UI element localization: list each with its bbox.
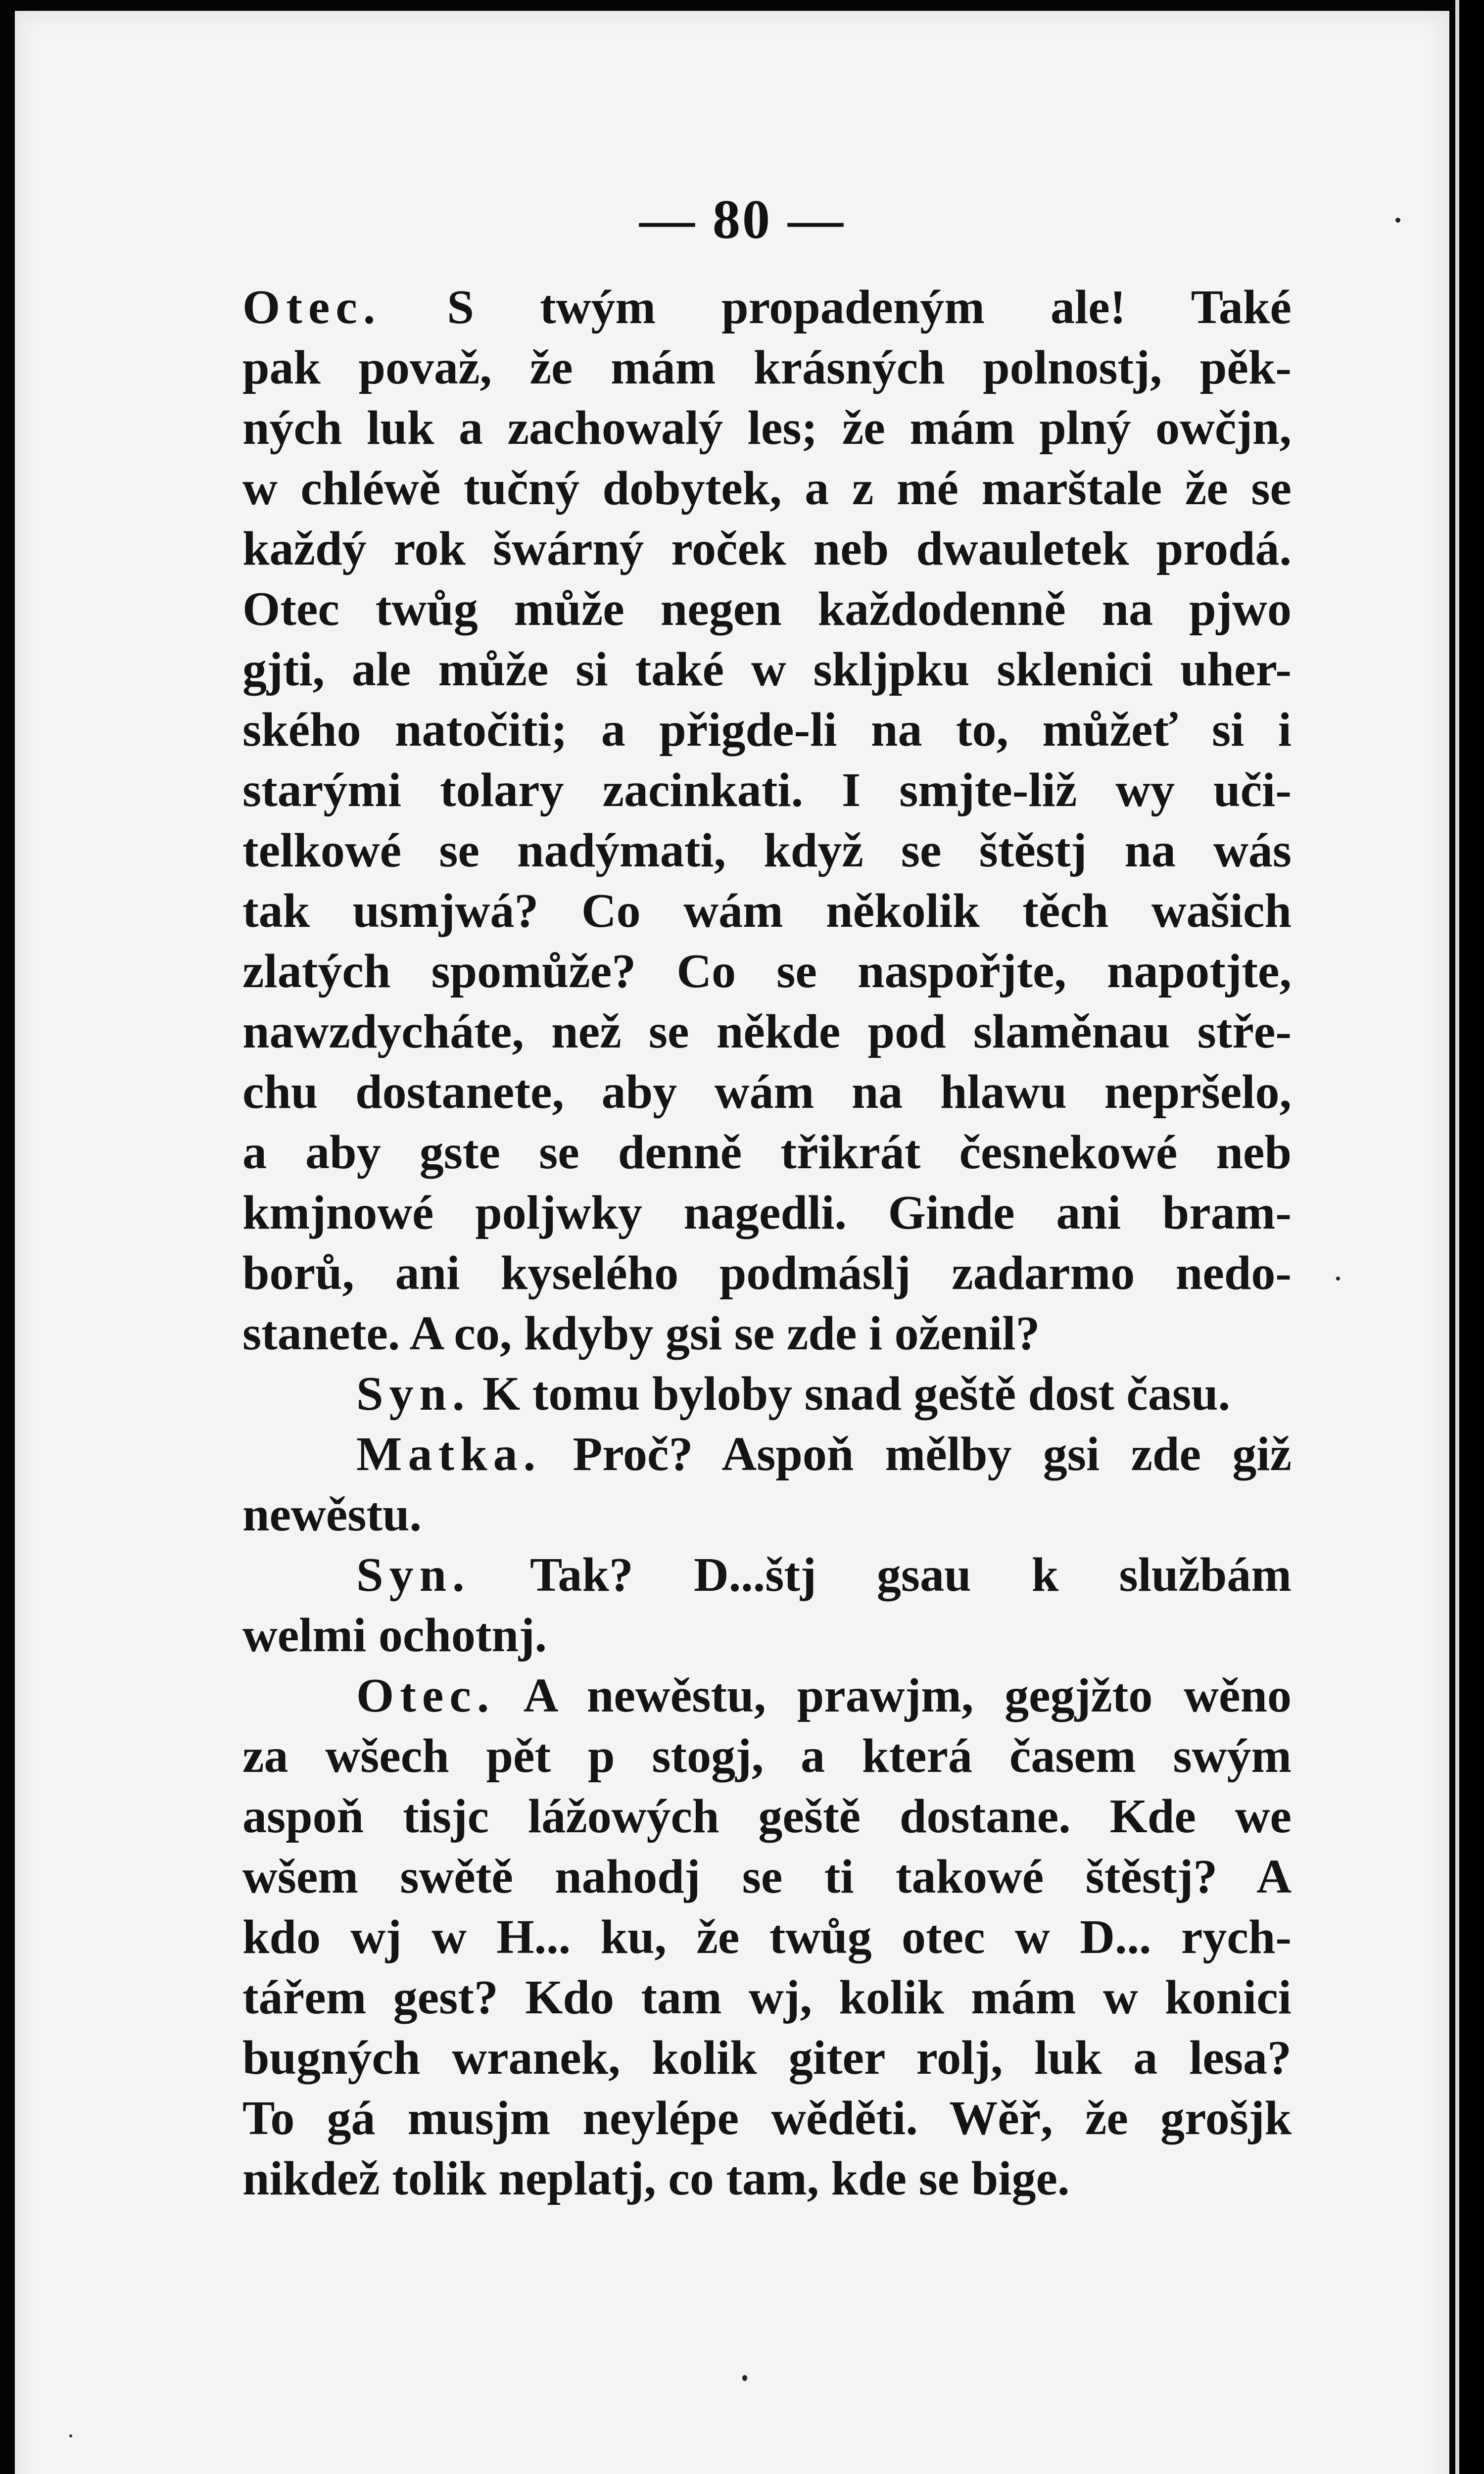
line-text: ského natočiti; a přigde-li na to, můžeť si i	[242, 703, 1292, 757]
line-text: chu dostanete, aby wám na hlawu nepršelo,	[242, 1065, 1292, 1119]
text-line	[242, 1847, 1292, 1907]
speaker-name: Syn.	[356, 1548, 471, 1602]
text-line	[242, 1786, 1292, 1847]
line-text: kmjnowé poljwky nagedli. Ginde ani bram-	[242, 1186, 1292, 1239]
line-text: tářem gest? Kdo tam wj, kolik mám w konici	[242, 1971, 1292, 2024]
line-text: pak považ, že mám krásných polnostj, pěk-	[242, 341, 1292, 394]
page-number: — 80 —	[639, 189, 845, 250]
scan-speck	[1336, 1277, 1340, 1281]
scan-speck	[69, 2434, 72, 2437]
text-line	[242, 1484, 1292, 1545]
line-text: borů, ani kyselého podmáslj zadarmo nedo-	[242, 1246, 1292, 1300]
text-line	[242, 1183, 1292, 1243]
line-text: K tomu byloby snad geště dost času.	[470, 1367, 1231, 1421]
text-line	[242, 1967, 1292, 2028]
line-text: stanete. A co, kdyby gsi se zde i oženil?	[242, 1307, 1040, 1360]
text-line	[242, 1665, 1292, 1726]
text-line	[242, 2028, 1292, 2088]
line-text: To gá musjm neylépe wěděti. Wěř, že grošjk	[242, 2092, 1292, 2145]
line-text: nawzdycháte, než se někde pod slaměnau stře-	[242, 1005, 1292, 1058]
text-line	[242, 941, 1292, 1001]
scan-speck	[1395, 218, 1400, 223]
line-text: bugných wranek, kolik giter rolj, luk a lesa?	[242, 2031, 1292, 2085]
text-line	[242, 1001, 1292, 1062]
text-line	[242, 579, 1292, 639]
text-line	[242, 639, 1292, 700]
line-text: wšem swětě nahodj se ti takowé štěstj? A	[242, 1850, 1292, 1903]
line-text: telkowé se nadýmati, když se štěstj na wás	[242, 824, 1292, 877]
text-line	[242, 1303, 1292, 1364]
line-text: Otec twůg může negen každodenně na pjwo	[242, 582, 1292, 636]
page-edge-line	[1455, 0, 1459, 2474]
speaker-name: Otec.	[356, 1669, 495, 1722]
speaker-name: Matka.	[356, 1427, 542, 1481]
text-line	[242, 700, 1292, 760]
text-line	[242, 337, 1292, 398]
text-line	[242, 1545, 1292, 1605]
text-line	[242, 881, 1292, 941]
text-line	[242, 1424, 1292, 1484]
speaker-name: Syn.	[356, 1367, 471, 1421]
line-text: kdo wj w H... ku, že twůg otec w D... rych-	[242, 1910, 1292, 1964]
body-text	[242, 277, 1292, 2209]
page-edge-shadow	[1449, 0, 1484, 2474]
text-line	[242, 1122, 1292, 1183]
line-text: nikdež tolik neplatj, co tam, kde se bige.	[242, 2152, 1070, 2205]
line-text: S twým propadeným ale! Také	[381, 281, 1292, 334]
text-line	[242, 760, 1292, 820]
text-line	[242, 1605, 1292, 1665]
scan-speck	[742, 2375, 747, 2381]
text-line	[242, 398, 1292, 458]
line-text: A newěstu, prawjm, gegjžto wěno	[495, 1669, 1292, 1722]
line-text: zlatých spomůže? Co se naspořjte, napotjte,	[242, 945, 1292, 998]
line-text: starými tolary zacinkati. I smjte-liž wy uči-	[242, 763, 1292, 817]
text-line	[242, 1726, 1292, 1786]
line-text: každý rok šwárný roček neb dwauletek prodá.	[242, 522, 1292, 575]
line-text: newěstu.	[242, 1488, 422, 1541]
line-text: ných luk a zachowalý les; že mám plný owčjn,	[242, 401, 1292, 455]
speaker-name: Otec.	[242, 281, 382, 334]
text-line	[242, 1907, 1292, 1967]
text-line	[242, 2088, 1292, 2148]
text-line	[242, 458, 1292, 519]
text-line	[242, 1062, 1292, 1122]
line-text: Proč? Aspoň mělby gsi zde giž	[541, 1427, 1292, 1481]
text-line	[242, 1243, 1292, 1303]
text-line	[242, 519, 1292, 579]
line-text: Tak? D...štj gsau k službám	[470, 1548, 1292, 1602]
text-line	[242, 1364, 1292, 1424]
text-line	[242, 820, 1292, 881]
text-line	[242, 277, 1292, 337]
text-line	[242, 2148, 1292, 2209]
line-text: aspoň tisjc lážowých geště dostane. Kde we	[242, 1790, 1292, 1843]
line-text: a aby gste se denně třikrát česnekowé neb	[242, 1126, 1292, 1179]
line-text: w chléwě tučný dobytek, a z mé marštale že se	[242, 462, 1292, 515]
line-text: tak usmjwá? Co wám několik těch wašich	[242, 884, 1292, 938]
line-text: gjti, ale může si také w skljpku sklenici uher-	[242, 643, 1292, 696]
line-text: za wšech pět p stogj, a která časem swým	[242, 1729, 1292, 1783]
line-text: welmi ochotnj.	[242, 1609, 547, 1662]
